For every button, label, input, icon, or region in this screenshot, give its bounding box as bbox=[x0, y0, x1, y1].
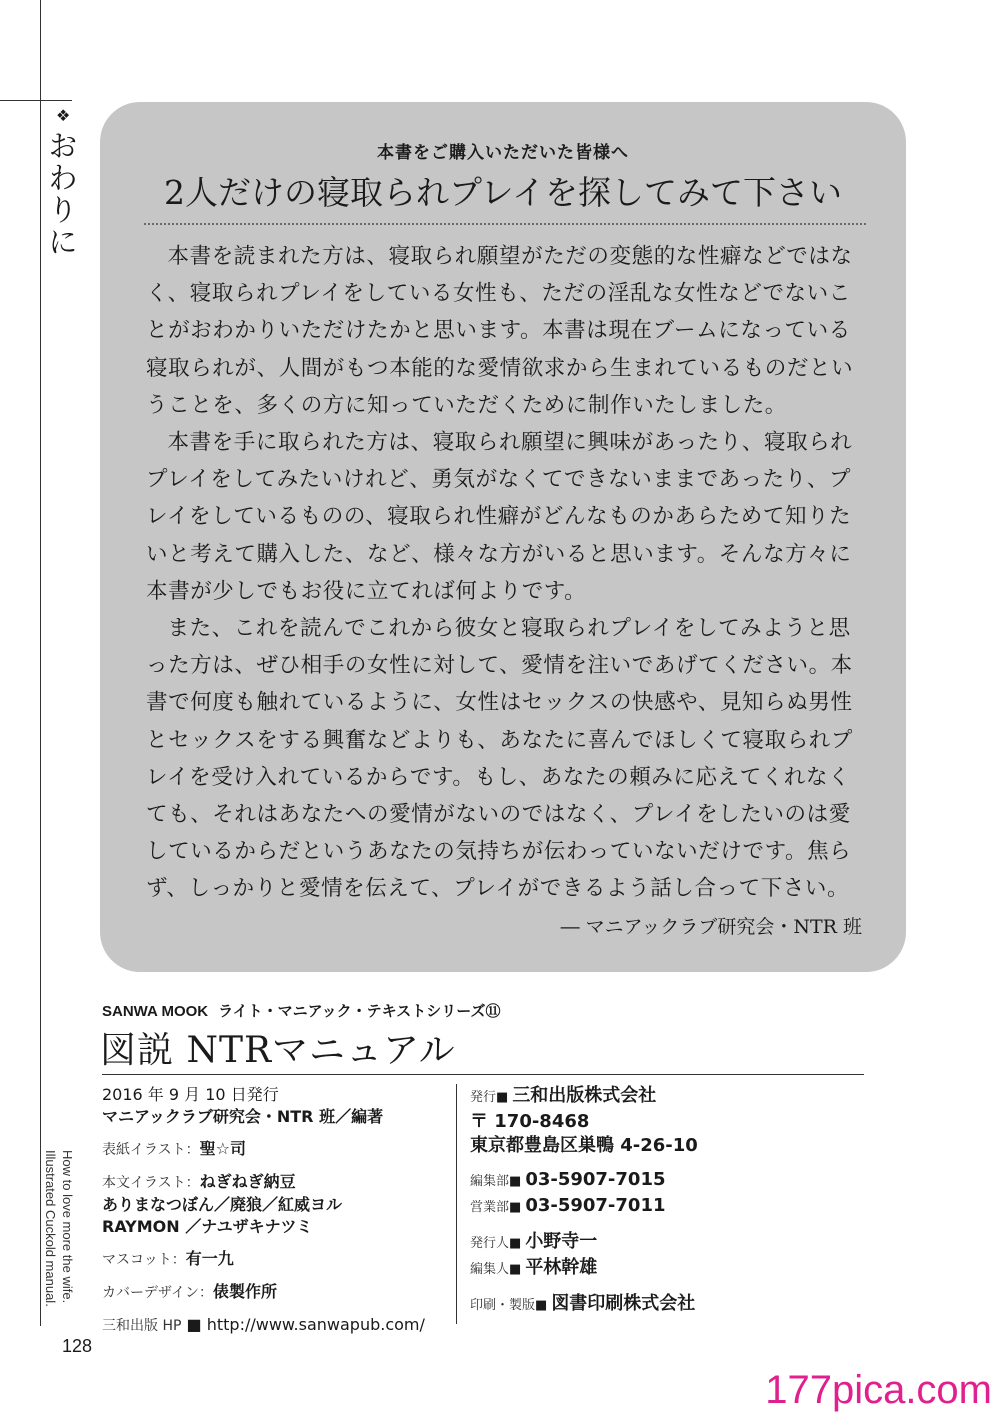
illust-credit bbox=[102, 1171, 452, 1194]
cover-credit bbox=[102, 1138, 452, 1161]
issuer-label: 発行人 bbox=[470, 1236, 510, 1251]
square-icon: ■ bbox=[509, 1262, 522, 1277]
colophon-rule bbox=[102, 1074, 864, 1075]
editor-label: 編集人 bbox=[470, 1262, 510, 1277]
printer-name: 図書印刷株式会社 bbox=[551, 1293, 696, 1314]
box-heading: 2人だけの寝取られプレイを探してみて下さい bbox=[163, 173, 843, 212]
colophon-divider bbox=[456, 1084, 457, 1324]
square-icon: ■ bbox=[509, 1174, 522, 1189]
paragraph: また、これを読んでこれから彼女と寝取られプレイをしてみようと思った方は、ぜひ相手の女性に対して、愛情を注いであげてください。本書で何度も触れているように、女性はセックスの快感や、見知らぬ男性とセックスをする興奮などよりも、あなたに喜んでほしくて寝取られプレイを受け入れているからです。もし、あなたの頼みに応えてくれなくても、それはあなたへの愛情がないのではなく、プレイをしたいのは愛しているからだというあなたの気持ちが伝わっていないだけです。焦らず、しっかりと愛情を伝えて、プレイができるよう話し合って下さい。 bbox=[146, 616, 853, 902]
section-title: おわりに bbox=[42, 130, 77, 258]
design-credit bbox=[102, 1281, 452, 1304]
mascot-credit bbox=[102, 1248, 452, 1271]
editorial-row bbox=[470, 1168, 870, 1194]
homepage-link[interactable]: http://www.sanwapub.com/ bbox=[206, 1315, 425, 1334]
postal-code: 〒 170-8468 bbox=[470, 1111, 590, 1132]
square-icon: ■ bbox=[509, 1200, 522, 1215]
mascot-value: 有一九 bbox=[185, 1249, 234, 1268]
english-line: How to love more the wife. bbox=[60, 1150, 75, 1304]
illust-line: RAYMON ／ナユザキナツミ bbox=[102, 1217, 313, 1236]
cover-value: 聖☆司 bbox=[199, 1139, 246, 1158]
publisher-row bbox=[470, 1084, 870, 1110]
signature: ― マニアックラブ研究会・NTR 班 bbox=[560, 916, 862, 938]
illust-label: 本文イラスト： bbox=[102, 1175, 200, 1191]
printer-row bbox=[470, 1292, 870, 1318]
address: 東京都豊島区巣鴨 4-26-10 bbox=[470, 1135, 698, 1156]
sidebar-tick bbox=[0, 100, 72, 101]
paragraph: 本書を読まれた方は、寝取られ願望がただの変態的な性癖などではなく、寝取られプレイをしている女性も、ただの淫乱な女性などでないことがおわかりいただけたかと思います。本書は現在ブームになっている寝取られが、人間がもつ本能的な愛情欲求から生まれているものだということを、多くの方に知っていただくために制作いたしました。 bbox=[146, 244, 854, 418]
square-icon: ■ bbox=[535, 1298, 548, 1313]
publisher-label: 発行 bbox=[470, 1090, 497, 1105]
page-number: 128 bbox=[62, 1336, 93, 1356]
mascot-label: マスコット： bbox=[102, 1252, 186, 1268]
illust-line: ありまなつぼん／廃狼／紅威ヨル bbox=[102, 1195, 343, 1214]
issue-date: 2016 年 9 月 10 日発行 bbox=[102, 1085, 279, 1104]
paragraph: 本書を手に取られた方は、寝取られ願望に興味があったり、寝取られプレイをしてみたいけれど、勇気がなくてできないままであったり、プレイをしているものの、寝取られ性癖がどんなものかあらためて知りたいと考えて購入した、など、様々な方がいると思います。そんな方々に本書が少しでもお役に立てれば何よりです。 bbox=[146, 430, 853, 604]
sales-row bbox=[470, 1194, 870, 1220]
design-label: カバーデザイン： bbox=[102, 1285, 214, 1301]
series-line bbox=[102, 1000, 501, 1021]
publisher-column bbox=[470, 1084, 870, 1318]
editor-row bbox=[470, 1256, 870, 1282]
illust-value: ねぎねぎ納豆 bbox=[199, 1172, 296, 1191]
dotted-divider bbox=[144, 223, 866, 225]
design-value: 俵製作所 bbox=[213, 1282, 278, 1301]
afterword-body bbox=[146, 238, 866, 908]
book-title: 図説 NTRマニュアル bbox=[100, 1030, 456, 1071]
printer-label: 印刷・製版 bbox=[470, 1298, 536, 1313]
editor-name: 平林幹雄 bbox=[525, 1257, 598, 1278]
issuer-name: 小野寺一 bbox=[525, 1231, 598, 1252]
watermark: 177pica.com bbox=[765, 1368, 992, 1412]
editorial-tel: 03-5907-7015 bbox=[525, 1169, 666, 1190]
publisher-name: 三和出版株式会社 bbox=[512, 1085, 657, 1106]
editorial-label: 編集部 bbox=[470, 1174, 510, 1189]
square-icon: ■ bbox=[186, 1315, 202, 1334]
box-label: 本書をご購入いただいた皆様へ bbox=[377, 143, 629, 163]
series-name: ライト・マニアック・テキストシリーズ⑪ bbox=[218, 1002, 501, 1020]
square-icon: ■ bbox=[509, 1236, 522, 1251]
hp-label: 三和出版 HP bbox=[102, 1318, 182, 1334]
square-icon: ■ bbox=[496, 1090, 509, 1105]
sales-tel: 03-5907-7011 bbox=[525, 1195, 666, 1216]
credits-column bbox=[102, 1084, 452, 1337]
cover-label: 表紙イラスト： bbox=[102, 1142, 200, 1158]
diamond-icon: ❖ bbox=[56, 106, 71, 125]
sales-label: 営業部 bbox=[470, 1200, 510, 1215]
mook-label: SANWA MOOK bbox=[102, 1003, 209, 1020]
homepage bbox=[102, 1314, 452, 1337]
english-line: Illustrated Cuckold manual. bbox=[43, 1150, 58, 1307]
issuer-row bbox=[470, 1230, 870, 1256]
english-subtitle bbox=[36, 1150, 76, 1320]
author: マニアックラブ研究会・NTR 班／編著 bbox=[102, 1107, 384, 1126]
afterword-box bbox=[100, 102, 906, 972]
